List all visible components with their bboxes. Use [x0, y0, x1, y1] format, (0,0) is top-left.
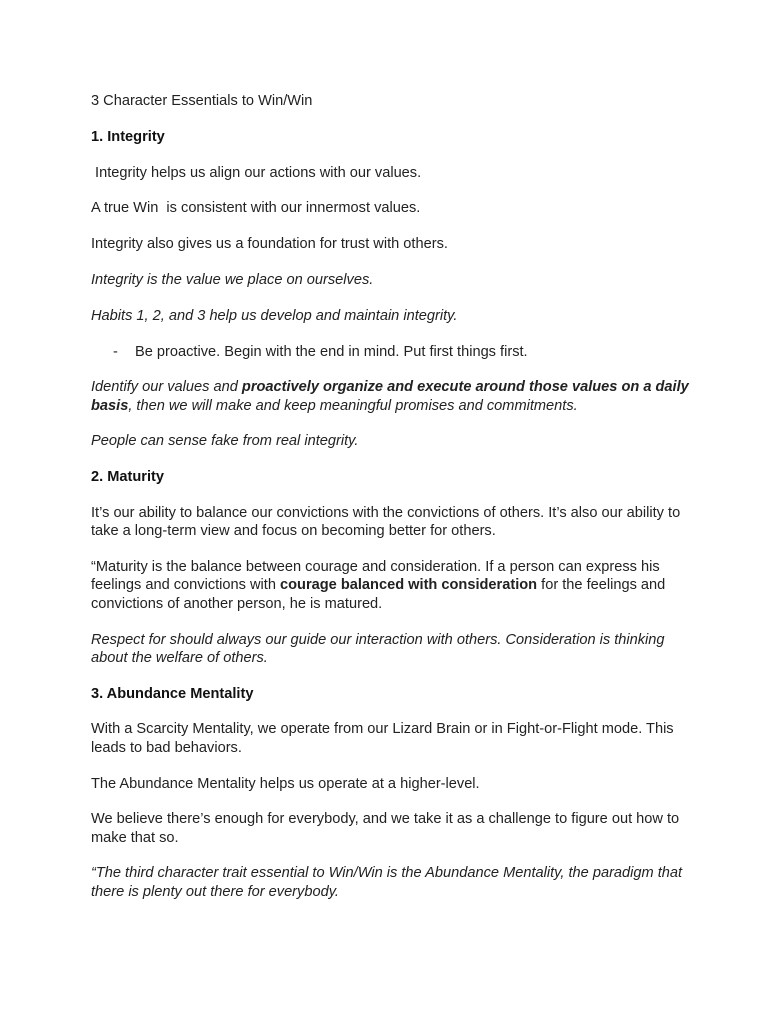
section-heading-maturity: 2. Maturity: [91, 469, 164, 486]
italic-paragraph: Respect for should always our guide our interaction with others. Consideration is thinking about the welfare of others.: [91, 631, 665, 666]
paragraph: Integrity helps us align our actions with our values.: [91, 164, 422, 181]
paragraph: Integrity also gives us a foundation for trust with others.: [91, 236, 448, 253]
mixed-emphasis-paragraph: [91, 558, 691, 613]
paragraph: A true Win is consistent with our innermost values.: [91, 200, 421, 217]
italic-paragraph: “The third character trait essential to Win/Win is the Abundance Mentality, the paradigm that there is plenty out there for everybody.: [91, 865, 683, 900]
bullet-item: [91, 343, 691, 361]
section-heading-integrity: 1. Integrity: [91, 128, 165, 145]
paragraph: It’s our ability to balance our convictions with the convictions of others. It’s also our ability to take a long-term view and focus on becoming better for others.: [91, 505, 681, 540]
text-run: , then we will make and keep meaningful promises and commitments.: [128, 397, 578, 414]
paragraph: The Abundance Mentality helps us operate at a higher-level.: [91, 775, 480, 792]
document-title: 3 Character Essentials to Win/Win: [91, 93, 313, 109]
text-run: for the feelings and convictions of another person, he is matured.: [91, 577, 666, 612]
document-page: [91, 92, 691, 919]
text-run: “Maturity is the balance between courage and consideration. If a person can express his feelings and convictions with: [91, 559, 660, 594]
bold-text-run: proactively organize and execute around those values on a daily basis: [91, 379, 689, 414]
paragraph: With a Scarcity Mentality, we operate from our Lizard Brain or in Fight-or-Flight mode. This leads to bad behaviors.: [91, 721, 674, 756]
bold-text-run: courage balanced with consideration: [280, 577, 538, 594]
bullet-marker: -: [113, 343, 118, 360]
italic-paragraph: Habits 1, 2, and 3 help us develop and maintain integrity.: [91, 307, 458, 324]
text-run: Identify our values and: [91, 379, 242, 396]
bullet-text: Be proactive. Begin with the end in mind. Put first things first.: [135, 343, 528, 360]
section-heading-abundance-mentality: 3. Abundance Mentality: [91, 685, 254, 702]
italic-paragraph: Integrity is the value we place on ourselves.: [91, 271, 374, 288]
italic-paragraph: People can sense fake from real integrity.: [91, 433, 359, 450]
paragraph: We believe there’s enough for everybody, and we take it as a challenge to figure out how to make that so.: [91, 811, 680, 846]
mixed-emphasis-paragraph: [91, 378, 691, 415]
